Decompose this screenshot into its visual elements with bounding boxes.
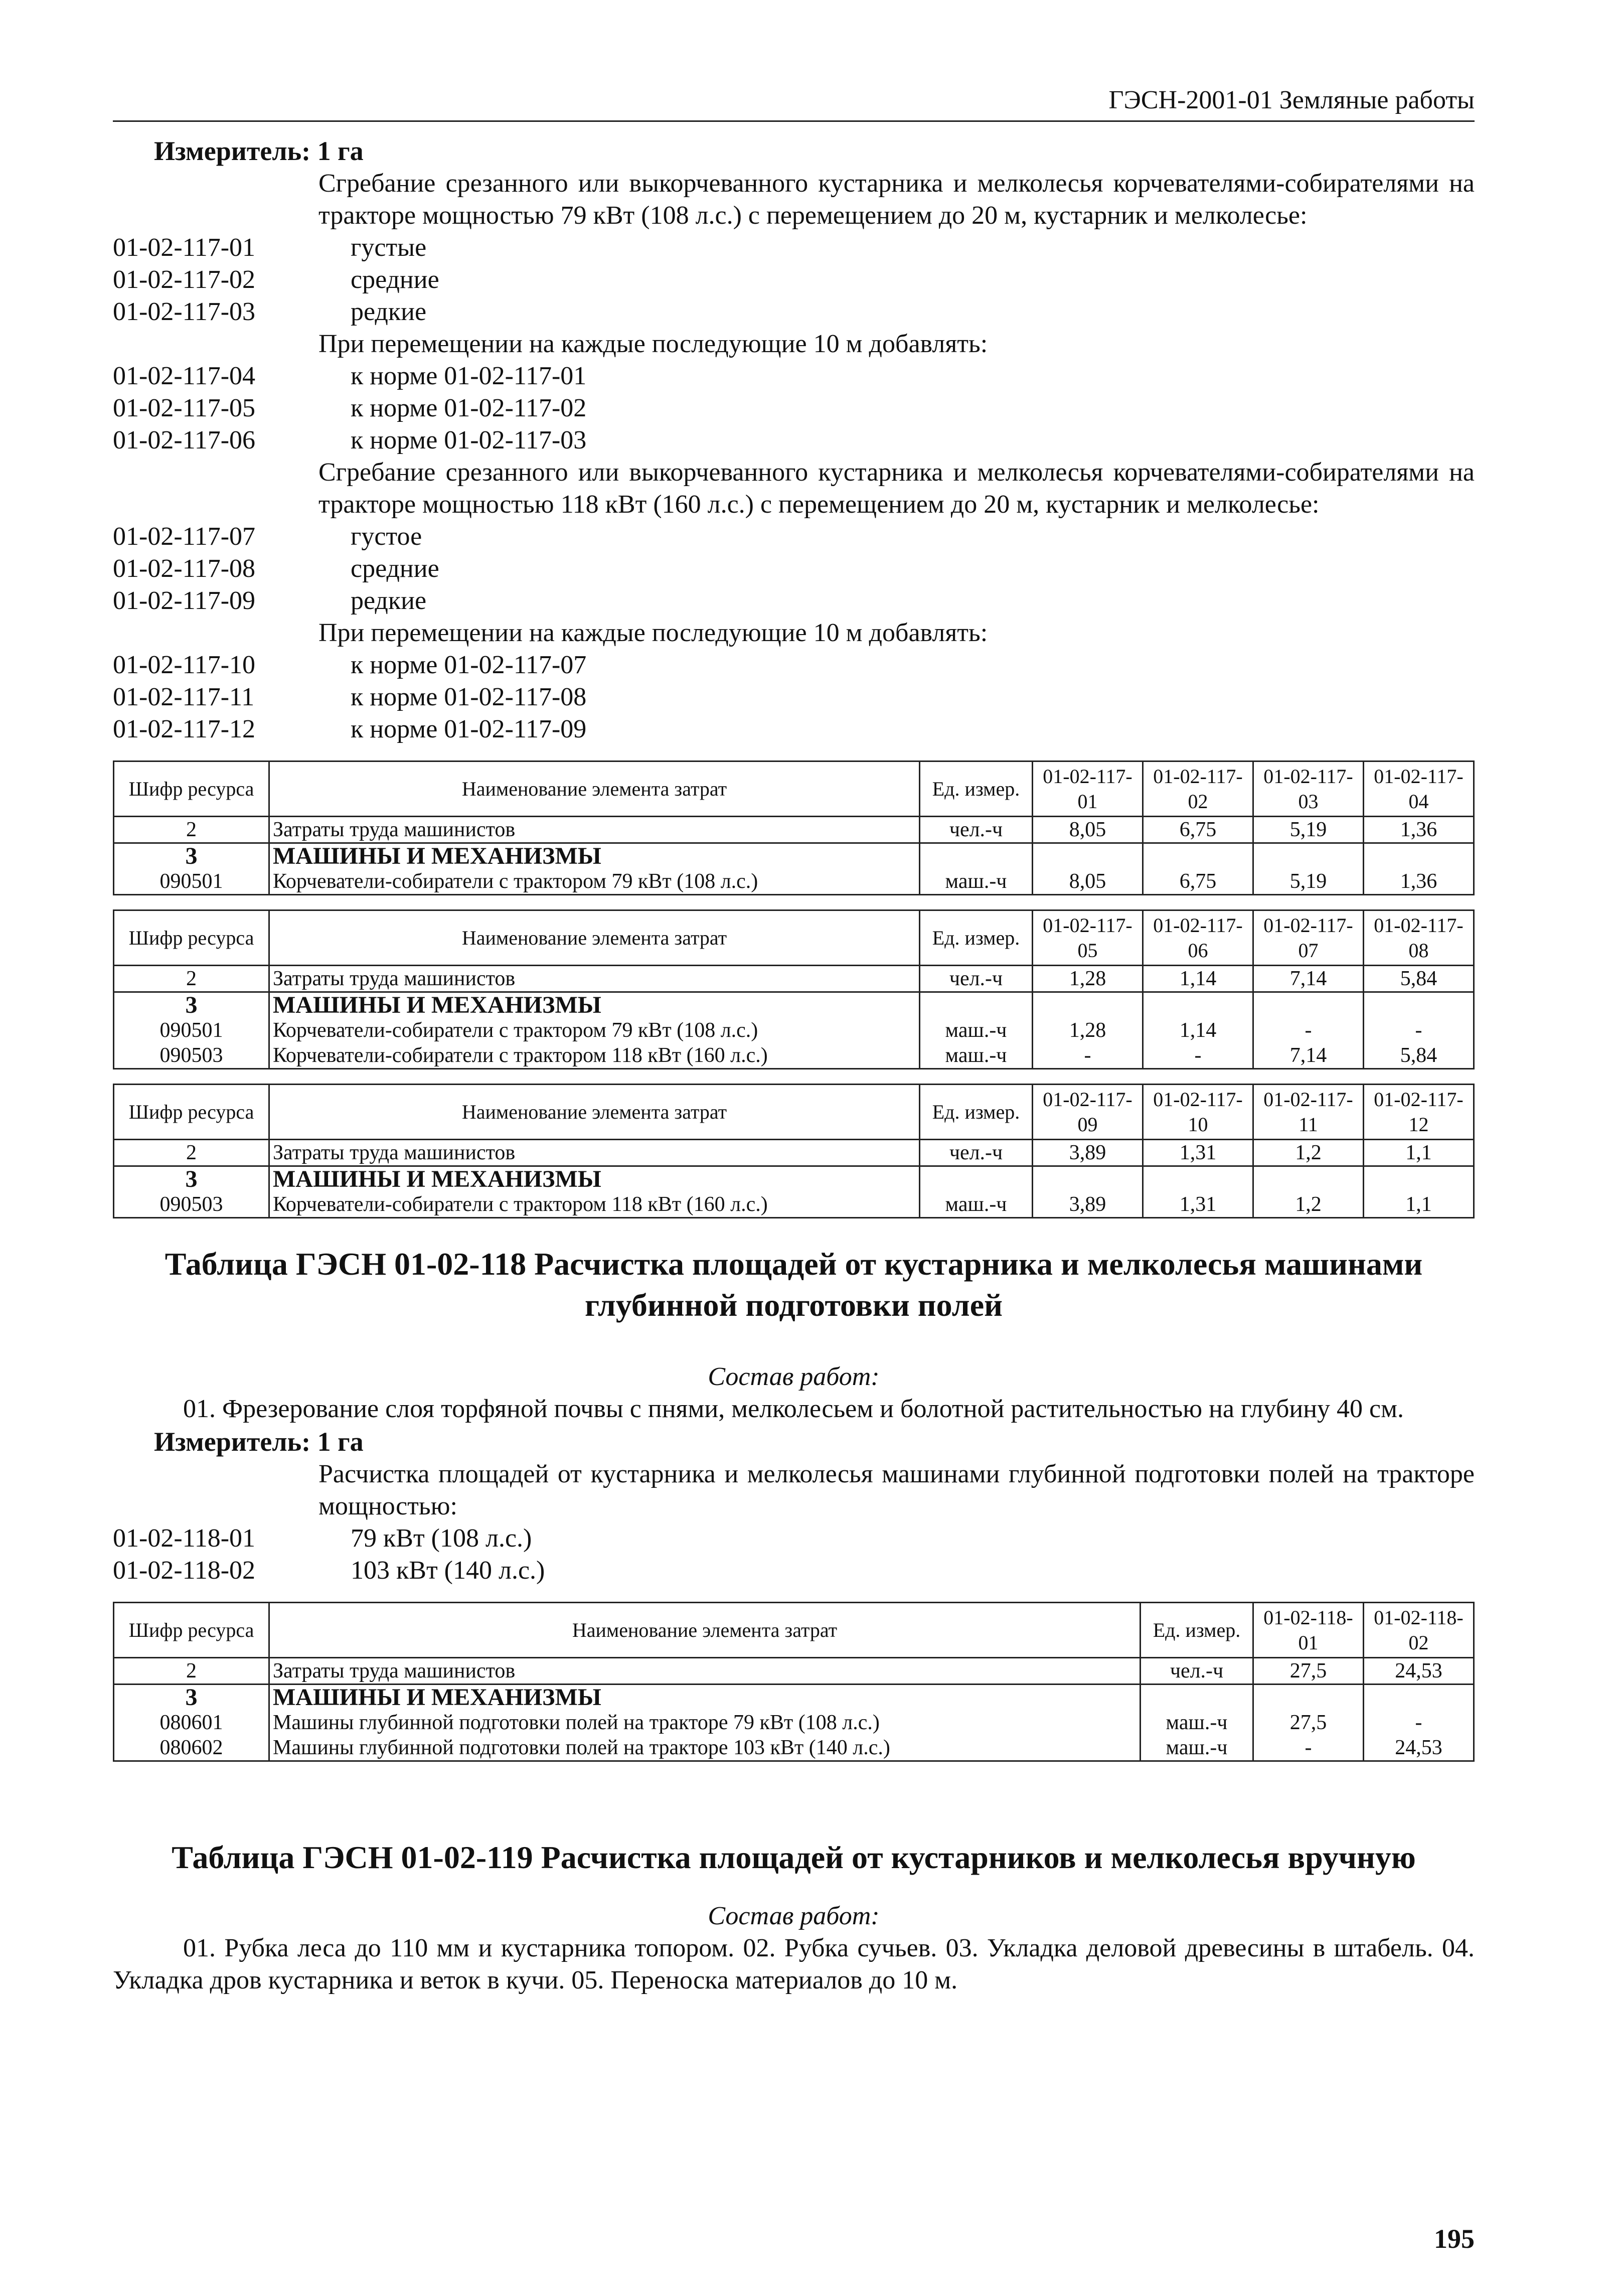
cell-value: - bbox=[1253, 1018, 1364, 1043]
table-row bbox=[114, 1685, 1474, 1711]
cell-unit bbox=[920, 843, 1033, 869]
cell-code: 090501 bbox=[114, 1018, 269, 1043]
norm-text: средние bbox=[351, 554, 439, 583]
cell-value: 1,2 bbox=[1253, 1192, 1364, 1218]
norm-row bbox=[113, 1555, 1475, 1587]
table-header-row bbox=[114, 1085, 1474, 1140]
cell-value: 1,14 bbox=[1143, 966, 1253, 992]
norm-row bbox=[113, 232, 1475, 264]
cell-unit: чел.-ч bbox=[920, 1140, 1033, 1166]
col-header-code: Шифр ресурса bbox=[114, 1603, 269, 1658]
norm-row bbox=[113, 521, 1475, 553]
cell-value: 7,14 bbox=[1253, 966, 1364, 992]
norm-text: густые bbox=[351, 233, 427, 262]
cell-value bbox=[1253, 1685, 1364, 1711]
norm-code: 01-02-117-04 bbox=[113, 362, 256, 390]
cell-code: 2 bbox=[114, 817, 269, 843]
cell-value: - bbox=[1364, 1018, 1474, 1043]
norm-row bbox=[113, 649, 1475, 681]
section-title-119: Таблица ГЭСН 01-02-119 Расчистка площадей от кустарников и мелколесья вручную bbox=[172, 1840, 1416, 1875]
description-118: Расчистка площадей от кустарника и мелколесья машинами глубинной подготовки полей на тракторе мощностью: bbox=[318, 1460, 1475, 1520]
cell-code: 2 bbox=[114, 1658, 269, 1685]
norm-text: к норме 01-02-117-09 bbox=[351, 715, 587, 743]
cell-code: 3 bbox=[114, 992, 269, 1018]
cell-name: Корчеватели-собиратели с трактором 118 кВт (160 л.с.) bbox=[269, 1192, 920, 1218]
cell-name: Затраты труда машинистов bbox=[269, 1658, 1141, 1685]
cell-value: - bbox=[1033, 1043, 1143, 1069]
cell-value: 5,84 bbox=[1364, 966, 1474, 992]
norm-row bbox=[113, 585, 1475, 617]
col-header-unit: Ед. измер. bbox=[920, 1085, 1033, 1140]
norm-text: к норме 01-02-117-02 bbox=[351, 394, 587, 422]
addition-note-2: При перемещении на каждые последующие 10 м добавлять: bbox=[318, 619, 988, 647]
cell-name: Затраты труда машинистов bbox=[269, 817, 920, 843]
col-header-norm: 01-02-117-05 bbox=[1033, 910, 1143, 966]
measure-118: Измеритель: 1 га bbox=[154, 1427, 364, 1457]
cell-unit: маш.-ч bbox=[1141, 1710, 1253, 1735]
cell-value: 7,14 bbox=[1253, 1043, 1364, 1069]
norm-text: к норме 01-02-117-07 bbox=[351, 651, 587, 679]
norm-text: редкие bbox=[351, 297, 427, 326]
table-row bbox=[114, 1166, 1474, 1192]
page-number: 195 bbox=[1434, 2224, 1475, 2254]
cell-value: 3,89 bbox=[1033, 1192, 1143, 1218]
cell-value: 1,36 bbox=[1364, 817, 1474, 843]
norm-row bbox=[113, 553, 1475, 585]
description-117-a: Сгребание срезанного или выкорчеванного кустарника и мелколесья корчевателями-собирателями на тракторе мощностью 79 кВт (108 л.с.) с перемещением до 20 м, кустарник и мелколесье: bbox=[318, 169, 1475, 230]
norm-row bbox=[113, 360, 1475, 392]
cell-value: 1,36 bbox=[1364, 869, 1474, 895]
norm-list-118 bbox=[113, 1522, 1475, 1587]
norm-list-3 bbox=[113, 521, 1475, 617]
col-header-norm: 01-02-118-01 bbox=[1253, 1603, 1364, 1658]
col-header-norm: 01-02-117-11 bbox=[1253, 1085, 1364, 1140]
col-header-name: Наименование элемента затрат bbox=[269, 1603, 1141, 1658]
cell-unit: чел.-ч bbox=[920, 966, 1033, 992]
cell-value: 8,05 bbox=[1033, 817, 1143, 843]
cell-name: Корчеватели-собиратели с трактором 79 кВт (108 л.с.) bbox=[269, 1018, 920, 1043]
cell-value bbox=[1033, 992, 1143, 1018]
cell-name: Корчеватели-собиратели с трактором 118 кВт (160 л.с.) bbox=[269, 1043, 920, 1069]
norm-text: к норме 01-02-117-01 bbox=[351, 362, 587, 390]
section-title-118: Таблица ГЭСН 01-02-118 Расчистка площадей от кустарника и мелколесья машинами глубинной подготовки полей bbox=[165, 1246, 1423, 1323]
cell-code: 2 bbox=[114, 1140, 269, 1166]
cell-code: 090503 bbox=[114, 1043, 269, 1069]
table-header-row bbox=[114, 761, 1474, 817]
header-title: ГЭСН-2001-01 Земляные работы bbox=[1108, 86, 1475, 114]
cell-value: 1,1 bbox=[1364, 1192, 1474, 1218]
cell-code: 3 bbox=[114, 1166, 269, 1192]
col-header-norm: 01-02-117-02 bbox=[1143, 761, 1253, 817]
cell-unit bbox=[1141, 1685, 1253, 1711]
cell-value: 5,19 bbox=[1253, 817, 1364, 843]
cell-value: 24,53 bbox=[1364, 1735, 1474, 1761]
norm-code: 01-02-118-01 bbox=[113, 1524, 256, 1553]
cell-unit: чел.-ч bbox=[1141, 1658, 1253, 1685]
table-row bbox=[114, 966, 1474, 992]
cell-value bbox=[1143, 1166, 1253, 1192]
norm-code: 01-02-117-01 bbox=[113, 233, 256, 262]
cell-value: 1,2 bbox=[1253, 1140, 1364, 1166]
table-header-row bbox=[114, 910, 1474, 966]
cell-code: 3 bbox=[114, 843, 269, 869]
col-header-unit: Ед. измер. bbox=[1141, 1603, 1253, 1658]
resource-table-117-b bbox=[113, 909, 1475, 1069]
cell-value: - bbox=[1364, 1710, 1474, 1735]
page-content bbox=[113, 134, 1475, 1997]
cell-value: 5,84 bbox=[1364, 1043, 1474, 1069]
col-header-norm: 01-02-117-03 bbox=[1253, 761, 1364, 817]
cell-value: 8,05 bbox=[1033, 869, 1143, 895]
cell-code: 080601 bbox=[114, 1710, 269, 1735]
norm-code: 01-02-117-07 bbox=[113, 522, 256, 551]
cell-value: - bbox=[1143, 1043, 1253, 1069]
col-header-code: Шифр ресурса bbox=[114, 761, 269, 817]
norm-row bbox=[113, 1522, 1475, 1555]
col-header-norm: 01-02-117-04 bbox=[1364, 761, 1474, 817]
col-header-name: Наименование элемента затрат bbox=[269, 761, 920, 817]
norm-row bbox=[113, 296, 1475, 328]
cell-value bbox=[1253, 1166, 1364, 1192]
norm-text: 79 кВт (108 л.с.) bbox=[351, 1524, 532, 1553]
cell-code: 2 bbox=[114, 966, 269, 992]
cell-value bbox=[1253, 992, 1364, 1018]
cell-code: 090501 bbox=[114, 869, 269, 895]
cell-unit bbox=[920, 992, 1033, 1018]
norm-text: к норме 01-02-117-03 bbox=[351, 426, 587, 454]
norm-list-1 bbox=[113, 232, 1475, 328]
cell-value: 1,14 bbox=[1143, 1018, 1253, 1043]
cell-name: Корчеватели-собиратели с трактором 79 кВт (108 л.с.) bbox=[269, 869, 920, 895]
col-header-norm: 01-02-118-02 bbox=[1364, 1603, 1474, 1658]
col-header-name: Наименование элемента затрат bbox=[269, 1085, 920, 1140]
norm-text: густое bbox=[351, 522, 422, 551]
table-row bbox=[114, 1710, 1474, 1735]
cell-value: 6,75 bbox=[1143, 817, 1253, 843]
cell-unit: маш.-ч bbox=[920, 869, 1033, 895]
norm-text: редкие bbox=[351, 586, 427, 615]
cell-unit: чел.-ч bbox=[920, 817, 1033, 843]
cell-value bbox=[1364, 992, 1474, 1018]
table-row bbox=[114, 1735, 1474, 1761]
cell-unit: маш.-ч bbox=[920, 1043, 1033, 1069]
cell-name: Затраты труда машинистов bbox=[269, 966, 920, 992]
work-composition-text: 01. Рубка леса до 110 мм и кустарника топором. 02. Рубка сучьев. 03. Укладка деловой древесины в штабель. 04. Укладка дров кустарника и веток в кучи. 05. Переноска материалов до 10 м. bbox=[113, 1934, 1475, 1995]
work-composition-text: 01. Фрезерование слоя торфяной почвы с пнями, мелколесьем и болотной растительностью на глубину 40 см. bbox=[183, 1395, 1404, 1423]
description-117-b: Сгребание срезанного или выкорчеванного кустарника и мелколесья корчевателями-собирателями на тракторе мощностью 118 кВт (160 л.с.) с перемещением до 20 м, кустарник и мелколесье: bbox=[318, 458, 1475, 519]
table-row bbox=[114, 1140, 1474, 1166]
col-header-norm: 01-02-117-06 bbox=[1143, 910, 1253, 966]
col-header-code: Шифр ресурса bbox=[114, 1085, 269, 1140]
norm-row bbox=[113, 424, 1475, 456]
table-row bbox=[114, 869, 1474, 895]
norm-code: 01-02-117-02 bbox=[113, 265, 256, 294]
work-composition-label: Состав работ: bbox=[708, 1902, 880, 1930]
resource-table-117-c bbox=[113, 1084, 1475, 1218]
col-header-norm: 01-02-117-09 bbox=[1033, 1085, 1143, 1140]
cell-value bbox=[1364, 1166, 1474, 1192]
table-row bbox=[114, 1043, 1474, 1069]
cell-value: 27,5 bbox=[1253, 1658, 1364, 1685]
norm-list-2 bbox=[113, 360, 1475, 456]
table-row bbox=[114, 1018, 1474, 1043]
col-header-norm: 01-02-117-01 bbox=[1033, 761, 1143, 817]
col-header-name: Наименование элемента затрат bbox=[269, 910, 920, 966]
cell-value: 1,28 bbox=[1033, 966, 1143, 992]
col-header-unit: Ед. измер. bbox=[920, 761, 1033, 817]
norm-code: 01-02-117-06 bbox=[113, 426, 256, 454]
cell-name: Затраты труда машинистов bbox=[269, 1140, 920, 1166]
norm-row bbox=[113, 392, 1475, 424]
col-header-code: Шифр ресурса bbox=[114, 910, 269, 966]
norm-text: средние bbox=[351, 265, 439, 294]
cell-name: МАШИНЫ И МЕХАНИЗМЫ bbox=[269, 1166, 920, 1192]
work-composition-label: Состав работ: bbox=[708, 1362, 880, 1391]
norm-row bbox=[113, 713, 1475, 745]
cell-code: 3 bbox=[114, 1685, 269, 1711]
cell-value: 27,5 bbox=[1253, 1710, 1364, 1735]
cell-value: 24,53 bbox=[1364, 1658, 1474, 1685]
measure-117: Измеритель: 1 га bbox=[154, 136, 364, 166]
col-header-norm: 01-02-117-12 bbox=[1364, 1085, 1474, 1140]
col-header-norm: 01-02-117-10 bbox=[1143, 1085, 1253, 1140]
norm-code: 01-02-117-05 bbox=[113, 394, 256, 422]
cell-value bbox=[1364, 843, 1474, 869]
norm-code: 01-02-117-08 bbox=[113, 554, 256, 583]
addition-note-1: При перемещении на каждые последующие 10 м добавлять: bbox=[318, 330, 988, 358]
col-header-norm: 01-02-117-08 bbox=[1364, 910, 1474, 966]
norm-code: 01-02-117-10 bbox=[113, 651, 256, 679]
norm-code: 01-02-117-09 bbox=[113, 586, 256, 615]
cell-unit: маш.-ч bbox=[1141, 1735, 1253, 1761]
cell-value: 5,19 bbox=[1253, 869, 1364, 895]
cell-value bbox=[1364, 1685, 1474, 1711]
cell-code: 090503 bbox=[114, 1192, 269, 1218]
norm-row bbox=[113, 681, 1475, 713]
col-header-norm: 01-02-117-07 bbox=[1253, 910, 1364, 966]
running-header bbox=[113, 85, 1475, 122]
cell-value bbox=[1143, 843, 1253, 869]
cell-name: Машины глубинной подготовки полей на тракторе 79 кВт (108 л.с.) bbox=[269, 1710, 1141, 1735]
table-row bbox=[114, 1658, 1474, 1685]
cell-name: МАШИНЫ И МЕХАНИЗМЫ bbox=[269, 1685, 1141, 1711]
norm-code: 01-02-118-02 bbox=[113, 1556, 256, 1585]
cell-value bbox=[1253, 843, 1364, 869]
cell-unit: маш.-ч bbox=[920, 1018, 1033, 1043]
col-header-unit: Ед. измер. bbox=[920, 910, 1033, 966]
table-row bbox=[114, 992, 1474, 1018]
cell-value bbox=[1143, 992, 1253, 1018]
resource-table-117-a bbox=[113, 760, 1475, 895]
norm-text: 103 кВт (140 л.с.) bbox=[351, 1556, 545, 1585]
norm-row bbox=[113, 264, 1475, 296]
norm-text: к норме 01-02-117-08 bbox=[351, 683, 587, 711]
norm-code: 01-02-117-03 bbox=[113, 297, 256, 326]
cell-unit bbox=[920, 1166, 1033, 1192]
norm-code: 01-02-117-12 bbox=[113, 715, 256, 743]
cell-value: 1,1 bbox=[1364, 1140, 1474, 1166]
norm-code: 01-02-117-11 bbox=[113, 683, 255, 711]
cell-name: Машины глубинной подготовки полей на тракторе 103 кВт (140 л.с.) bbox=[269, 1735, 1141, 1761]
cell-unit: маш.-ч bbox=[920, 1192, 1033, 1218]
cell-value bbox=[1033, 843, 1143, 869]
cell-value bbox=[1033, 1166, 1143, 1192]
cell-name: МАШИНЫ И МЕХАНИЗМЫ bbox=[269, 992, 920, 1018]
table-header-row bbox=[114, 1603, 1474, 1658]
cell-value: - bbox=[1253, 1735, 1364, 1761]
cell-value: 1,28 bbox=[1033, 1018, 1143, 1043]
table-row bbox=[114, 817, 1474, 843]
cell-value: 3,89 bbox=[1033, 1140, 1143, 1166]
cell-code: 080602 bbox=[114, 1735, 269, 1761]
cell-name: МАШИНЫ И МЕХАНИЗМЫ bbox=[269, 843, 920, 869]
cell-value: 6,75 bbox=[1143, 869, 1253, 895]
table-row bbox=[114, 1192, 1474, 1218]
cell-value: 1,31 bbox=[1143, 1140, 1253, 1166]
table-row bbox=[114, 843, 1474, 869]
cell-value: 1,31 bbox=[1143, 1192, 1253, 1218]
resource-table-118 bbox=[113, 1602, 1475, 1762]
norm-list-4 bbox=[113, 649, 1475, 745]
